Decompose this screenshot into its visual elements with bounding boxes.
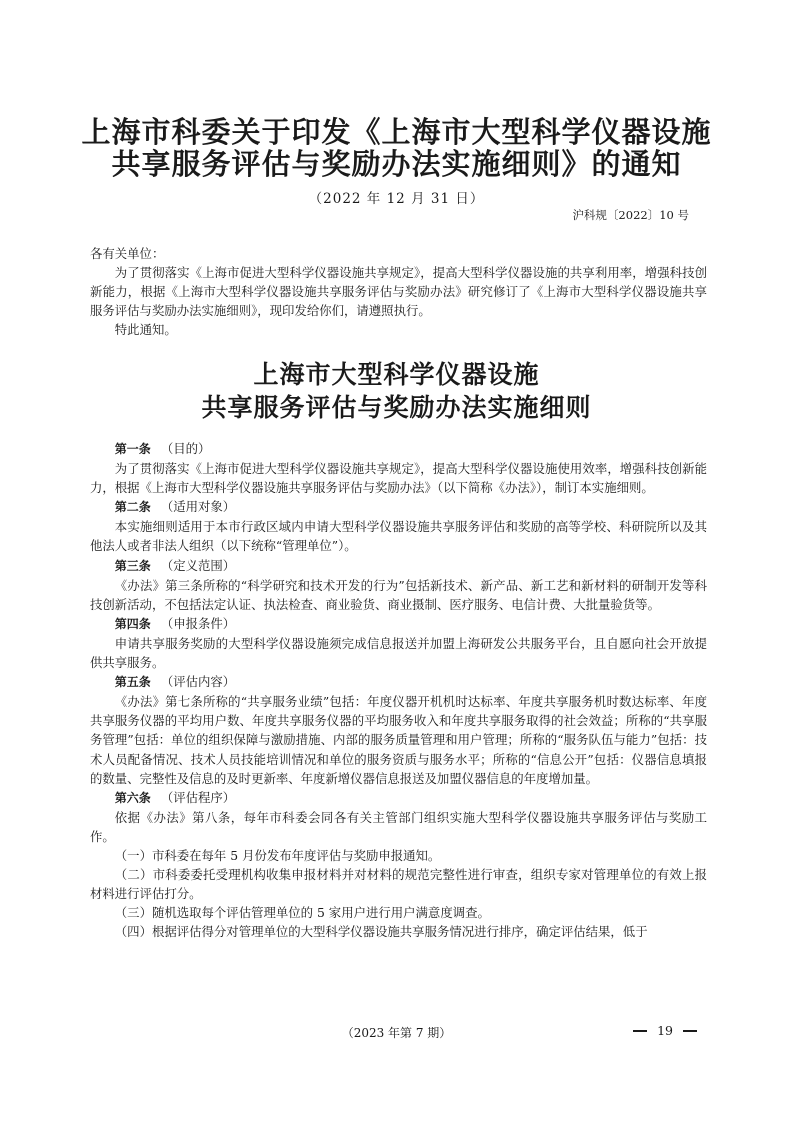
article-1 <box>90 439 707 497</box>
footer-page-number <box>633 1023 697 1038</box>
article-item: （一）市科委在每年 5 月份发布年度评估与奖励申报通知。 <box>114 847 441 863</box>
article-4 <box>90 614 707 672</box>
article-item: （四）根据评估得分对管理单位的大型科学仪器设施共享服务情况进行排序，确定评估结果，低于 <box>114 924 648 940</box>
salutation: 各有关单位： <box>90 246 165 261</box>
rules-body <box>90 439 707 941</box>
article-topic: （适用对象） <box>160 499 236 515</box>
article-heading <box>90 439 707 459</box>
article-6 <box>90 788 707 942</box>
article-heading <box>90 614 707 634</box>
dash-right <box>683 1030 697 1032</box>
article-topic: （评估内容） <box>160 674 236 690</box>
document-reference-number: 沪科规〔2022〕10 号 <box>572 208 689 222</box>
document-title-line-2: 共享服务评估与奖励办法实施细则》的通知 <box>111 147 682 181</box>
footer-issue: （2023 年第 7 期） <box>341 1026 452 1040</box>
article-paragraph: 依据《办法》第八条，每年市科委会同各有关主管部门组织实施大型科学仪器设施共享服务评估与奖励工作。 <box>90 809 707 844</box>
document-title-line-1: 上海市科委关于印发《上海市大型科学仪器设施 <box>81 115 712 149</box>
article-paragraph: 《办法》第三条所称的“科学研究和技术开发的行为”包括新技术、新产品、新工艺和新材料的研制开发等科技创新活动，不包括法定认证、执法检查、商业验货、商业摄制、医疗服务、电信计费、大批量验货等。 <box>90 577 707 612</box>
article-number: 第五条 <box>114 675 151 690</box>
article-heading <box>90 556 707 576</box>
article-number: 第一条 <box>114 442 151 456</box>
notice-closing: 特此通知。 <box>114 322 177 338</box>
article-topic: （申报条件） <box>160 615 236 631</box>
dash-left <box>633 1030 647 1032</box>
article-paragraph: 本实施细则适用于本市行政区域内申请大型科学仪器设施共享服务评估和奖励的高等学校、科研院所以及其他法人或者非法人组织（以下统称“管理单位”）。 <box>90 519 707 554</box>
article-2 <box>90 497 707 555</box>
article-paragraph: 为了贯彻落实《上海市促进大型科学仪器设施共享规定》，提高大型科学仪器设施使用效率，增强科技创新能力，根据《上海市大型科学仪器设施共享服务评估与奖励办法》（以下简称《办法》），制订本实施细则。 <box>90 461 707 496</box>
notice-body <box>90 244 707 339</box>
rules-title-line-2: 共享服务评估与奖励办法实施细则 <box>201 393 592 422</box>
rules-title-line-1: 上海市大型科学仪器设施 <box>253 360 540 389</box>
rules-title <box>0 358 793 424</box>
article-topic: （目的） <box>160 441 211 456</box>
document-title <box>0 116 793 180</box>
article-topic: （评估程序） <box>160 789 236 805</box>
article-item: （三）随机选取每个评估管理单位的 5 家用户进行用户满意度调查。 <box>114 905 490 921</box>
article-number: 第二条 <box>114 500 151 515</box>
notice-paragraph: 为了贯彻落实《上海市促进大型科学仪器设施共享规定》，提高大型科学仪器设施的共享利用率，增强科技创新能力，根据《上海市大型科学仪器设施共享服务评估与奖励办法》研究修订了《上海市大型科学仪器设施共享服务评估与奖励办法实施细则》，现印发给你们，请遵照执行。 <box>90 265 707 319</box>
article-heading <box>90 672 707 692</box>
article-5 <box>90 672 707 788</box>
article-paragraph: 申请共享服务奖励的大型科学仪器设施须完成信息报送并加盟上海研发公共服务平台，且自愿向社会开放提供共享服务。 <box>90 635 707 671</box>
article-3 <box>90 556 707 614</box>
article-number: 第六条 <box>114 790 151 805</box>
article-topic: （定义范围） <box>160 557 236 573</box>
article-heading <box>90 788 707 808</box>
issue-date: （2022 年 12 月 31 日） <box>308 191 485 207</box>
article-number: 第四条 <box>114 616 151 631</box>
article-item: （二）市科委委托受理机构收集申报材料并对材料的规范完整性进行审查，组织专家对管理单位的有效上报材料进行评估打分。 <box>90 867 707 902</box>
page-number: 19 <box>657 1023 673 1038</box>
article-number: 第三条 <box>114 558 151 573</box>
article-heading <box>90 497 707 517</box>
article-paragraph: 《办法》第七条所称的“共享服务业绩”包括：年度仪器开机机时达标率、年度共享服务机时数达标率、年度共享服务仪器的平均用户数、年度共享服务仪器的平均服务收入和年度共享服务取得的社会效益；所称的“共享服务管理”包括：单位的组织保障与激励措施、内部的服务质量管理和用户管理；所称的“服务队伍与能力”包括：技术人员配备情况、技术人员技能培训情况和单位的服务资质与服务水平；所称的“信息公开”包括：仪器信息填报的数量、完整性及信息的及时更新率、年度新增仪器信息报送及加盟仪器信息的年度增加量。 <box>90 694 707 786</box>
